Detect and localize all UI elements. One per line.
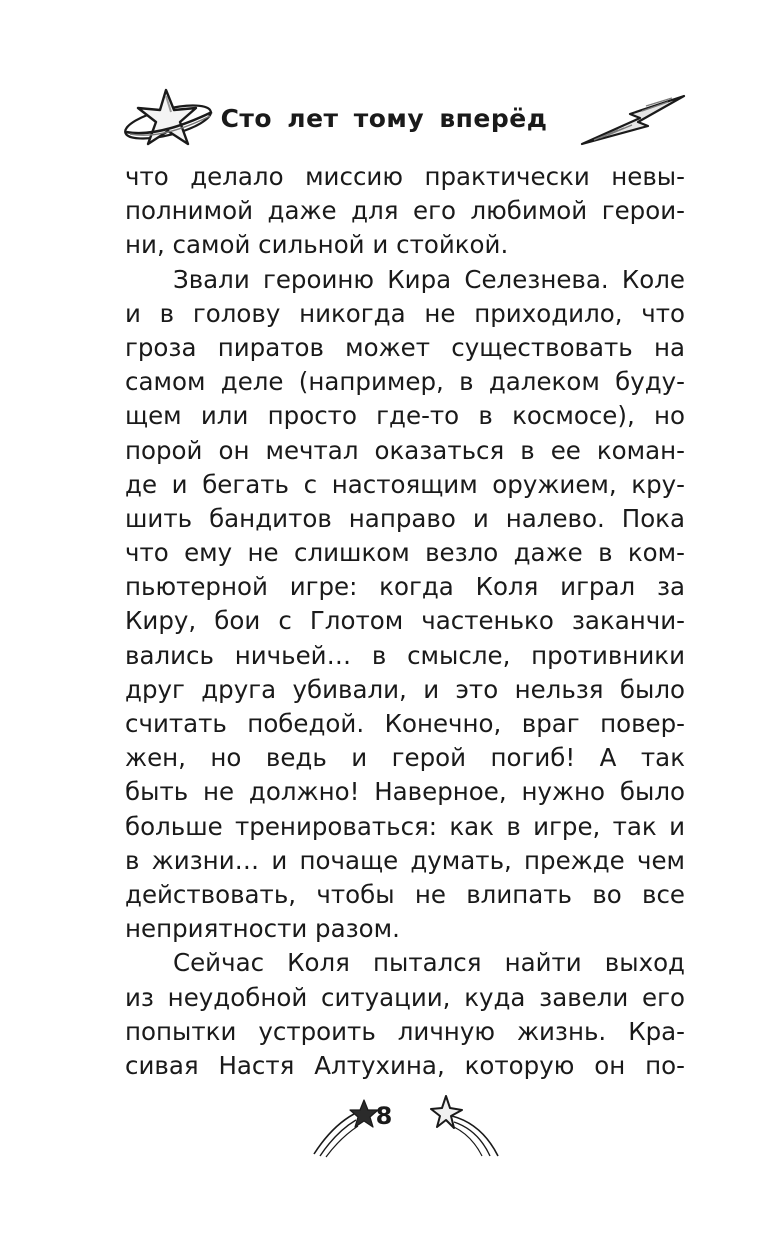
text-line: Сейчас Коля пытался найти выход xyxy=(173,948,685,978)
text-line: вались ничьей… в смысле, противники xyxy=(125,640,685,670)
text-line: что ему не слишком везло даже в ком- xyxy=(125,538,685,568)
text-line: шить бандитов направо и налево. Пока xyxy=(125,503,685,533)
text-line: из неудобной ситуации, куда завели его xyxy=(125,982,685,1012)
text-line: ни, самой сильной и стойкой. xyxy=(125,230,509,260)
text-line: друг друга убивали, и это нельзя было xyxy=(125,674,685,704)
text-line: быть не должно! Наверное, нужно было xyxy=(125,777,685,807)
text-line: сивая Настя Алтухина, которую он по- xyxy=(125,1050,685,1080)
page-number: 8 xyxy=(375,1102,393,1130)
text-line: самом деле (например, в далеком буду- xyxy=(125,367,685,397)
lightning-bolt-icon xyxy=(578,92,688,152)
text-line: больше тренироваться: как в игре, так и xyxy=(125,811,685,841)
text-line: Звали героиню Кира Селезнева. Коле xyxy=(173,264,685,294)
running-header-title: Сто лет тому вперёд xyxy=(220,104,548,133)
text-line: Киру, бои с Глотом частенько заканчи- xyxy=(125,606,685,636)
page-footer xyxy=(0,1088,768,1168)
text-line: и в голову никогда не приходило, что xyxy=(125,298,685,328)
text-line: считать победой. Конечно, враг повер- xyxy=(125,709,685,738)
text-line: в жизни… и почаще думать, прежде чем xyxy=(125,845,685,875)
text-line: гроза пиратов может существовать на xyxy=(125,332,685,362)
shooting-star-icon xyxy=(430,1094,506,1160)
text-line: щем или просто где-то в космосе), но xyxy=(125,401,685,431)
text-line: жен, но ведь и герой погиб! А так xyxy=(125,743,685,773)
book-page-text xyxy=(125,160,685,1083)
text-line: порой он мечтал оказаться в ее коман- xyxy=(125,435,685,465)
text-line: полнимой даже для его любимой герои- xyxy=(125,196,685,226)
page-header xyxy=(0,86,768,166)
text-line: что делало миссию практически невы- xyxy=(125,162,685,191)
text-line: действовать, чтобы не влипать во все xyxy=(125,879,685,909)
text-line: неприятности разом. xyxy=(125,914,400,944)
text-line: де и бегать с настоящим оружием, кру- xyxy=(125,469,685,499)
text-line: попытки устроить личную жизнь. Кра- xyxy=(125,1016,685,1046)
text-line: пьютерной игре: когда Коля играл за xyxy=(125,572,685,602)
